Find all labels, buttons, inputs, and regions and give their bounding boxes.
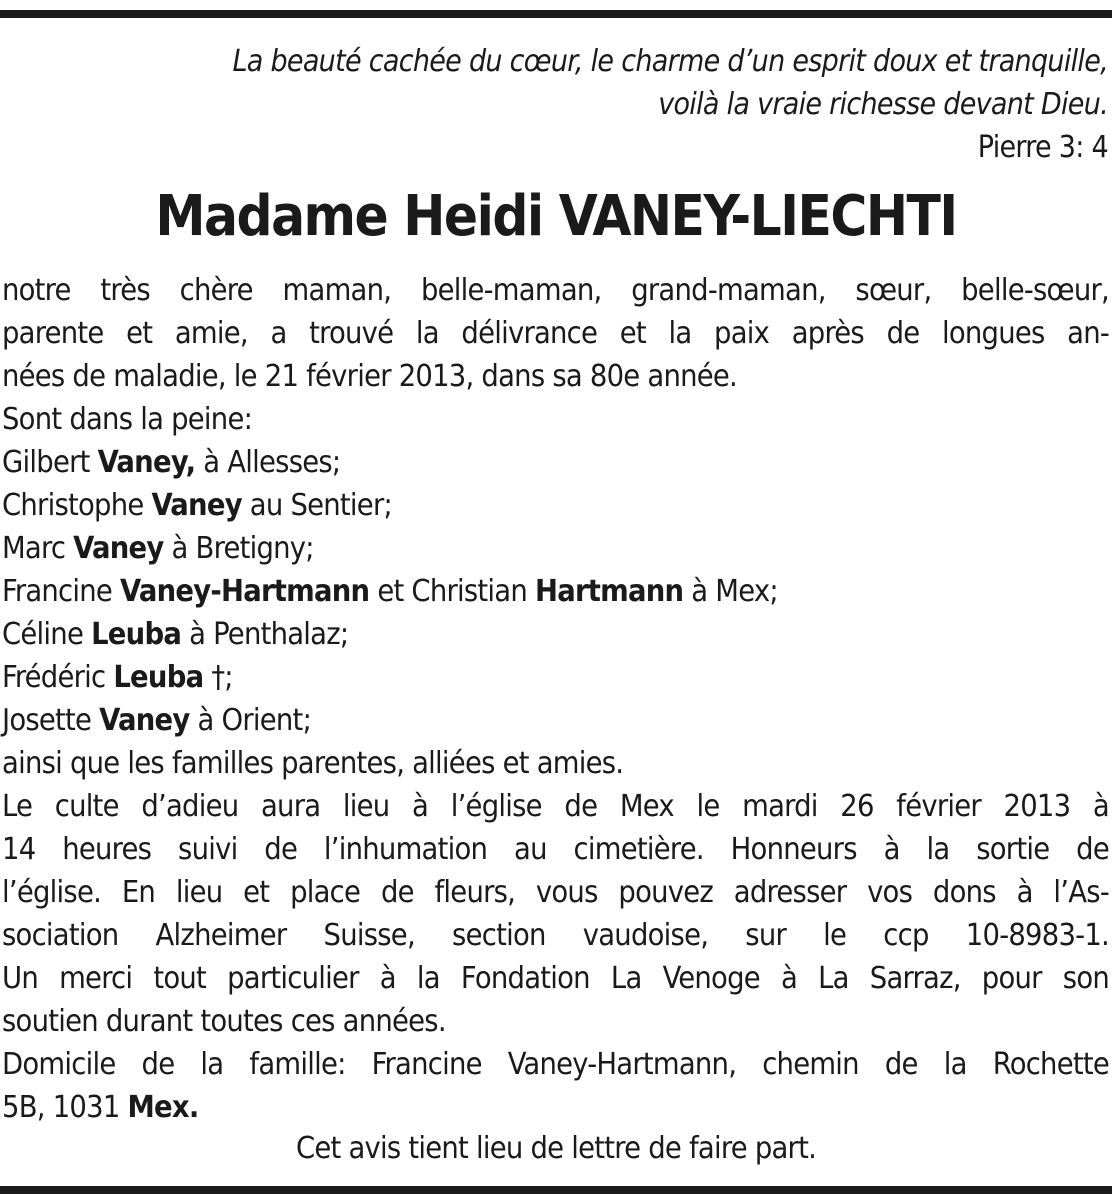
mourner-line [2,527,1109,570]
mourner-line [2,570,1109,613]
mourner-connector: et Christian [369,574,535,609]
mourner-location: au Sentier; [241,488,392,523]
mourner-location: à Penthalaz; [181,617,349,652]
mourner-first-name: Marc [2,531,74,566]
mourner-first-name: Christophe [2,488,152,523]
mourner-location: à Bretigny; [163,531,314,566]
mourner-first-name: Francine [2,574,121,609]
mourner-last-name: Hartmann [534,574,684,609]
mourner-location: †; [203,660,233,695]
ceremony-line-6: soutien durant toutes ces années. [2,1004,446,1039]
mourner-last-name: Vaney, [97,445,196,480]
mourner-line [2,656,1109,699]
quote-line-2: voilà la vraie richesse devant Dieu. [658,87,1108,122]
mourner-first-name: Josette [2,703,100,738]
intro-line-1: notre très chère maman, belle-maman, grand-maman, sœur, belle-sœur, [2,273,1109,308]
ceremony-line-2: 14 heures suivi de l’inhumation au cimetière. Honneurs à la sortie de [2,832,1109,867]
families-line: ainsi que les familles parentes, alliées et amies. [2,746,624,781]
ceremony-line-5: Un merci tout particulier à la Fondation La Venoge à La Sarraz, pour son [2,961,1109,996]
mourner-last-name: Leuba [113,660,204,695]
mourner-last-name: Leuba [91,617,182,652]
domicile-line-2 [2,1086,1109,1129]
top-rule [0,10,1112,18]
mourner-last-name: Vaney-Hartmann [120,574,370,609]
mourner-last-name: Vaney [99,703,190,738]
intro-line-3: nées de maladie, le 21 février 2013, dans sa 80e année. [2,359,737,394]
domicile-line-1: Domicile de la famille: Francine Vaney-Hartmann, chemin de la Rochette [2,1047,1109,1082]
mourner-location: à Allesses; [195,445,341,480]
domicile-address: 5B, 1031 [2,1090,128,1125]
mourner-last-name: Vaney [73,531,164,566]
domicile-town: Mex. [127,1090,199,1125]
closing-note: Cet avis tient lieu de lettre de faire part. [295,1131,817,1166]
epigraph-quote [40,40,1108,169]
deceased-name-title: Madame Heidi VANEY-LIECHTI [155,184,957,249]
ceremony-line-3: l’église. En lieu et place de fleurs, vous pouvez adresser vos dons à l’As- [2,875,1109,910]
mourner-line [2,613,1109,656]
mourner-location: à Mex; [683,574,778,609]
mourner-first-name: Gilbert [2,445,98,480]
mourner-first-name: Céline [2,617,92,652]
mourner-line [2,484,1109,527]
obituary-body [2,269,1109,1129]
ceremony-line-1: Le culte d’adieu aura lieu à l’église de Mex le mardi 26 février 2013 à [2,789,1109,824]
quote-line-1: La beauté cachée du cœur, le charme d’un esprit doux et tranquille, [232,44,1108,79]
mourner-first-name: Frédéric [2,660,114,695]
quote-reference: Pierre 3: 4 [977,130,1108,165]
intro-line-2: parente et amie, a trouvé la délivrance et la paix après de longues an- [2,316,1109,351]
mourner-last-name: Vaney [151,488,242,523]
mourner-line [2,699,1109,742]
mourner-line [2,441,1109,484]
mourners-heading: Sont dans la peine: [2,402,253,437]
ceremony-line-4: sociation Alzheimer Suisse, section vaudoise, sur le ccp 10-8983-1. [2,918,1109,953]
mourner-location: à Orient; [189,703,312,738]
